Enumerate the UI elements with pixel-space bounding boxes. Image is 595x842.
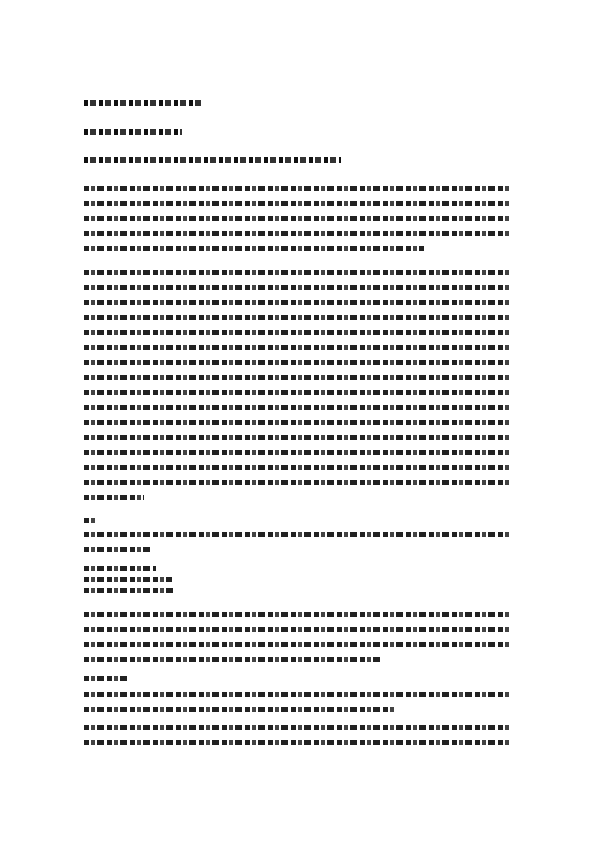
text-line	[84, 627, 509, 632]
list-item	[84, 577, 172, 582]
text-line	[84, 300, 509, 305]
text-line	[84, 465, 509, 470]
text-line	[84, 330, 509, 335]
list-block	[84, 566, 174, 599]
header-line-1	[84, 100, 202, 106]
text-line	[84, 216, 509, 221]
text-line	[84, 518, 96, 523]
text-line	[84, 405, 509, 410]
text-line	[84, 285, 509, 290]
subheading	[84, 676, 130, 691]
text-line	[84, 707, 394, 712]
text-line	[84, 201, 509, 206]
text-line	[84, 532, 509, 537]
text-line	[84, 246, 424, 251]
text-line	[84, 315, 509, 320]
text-line	[84, 375, 509, 380]
list-item	[84, 588, 174, 593]
header-line-2	[84, 129, 182, 135]
document-title	[84, 157, 341, 163]
paragraph-3	[84, 532, 509, 562]
paragraph-5	[84, 692, 509, 722]
text-line	[84, 270, 509, 275]
text-line	[84, 360, 509, 365]
text-line	[84, 390, 509, 395]
text-line	[84, 435, 509, 440]
text-line	[84, 231, 509, 236]
text-line	[84, 495, 144, 500]
text-line	[84, 186, 509, 191]
paragraph-6	[84, 725, 509, 755]
list-item	[84, 566, 156, 571]
section-marker	[84, 518, 96, 533]
text-line	[84, 692, 509, 697]
text-line	[84, 740, 509, 745]
text-line	[84, 480, 509, 485]
text-line	[84, 676, 130, 681]
text-line	[84, 547, 152, 552]
text-line	[84, 450, 509, 455]
paragraph-4	[84, 612, 509, 672]
paragraph-2	[84, 270, 509, 510]
text-line	[84, 420, 509, 425]
paragraph-1	[84, 186, 509, 261]
text-line	[84, 612, 509, 617]
text-line	[84, 642, 509, 647]
text-line	[84, 657, 380, 662]
text-line	[84, 725, 509, 730]
text-line	[84, 345, 509, 350]
